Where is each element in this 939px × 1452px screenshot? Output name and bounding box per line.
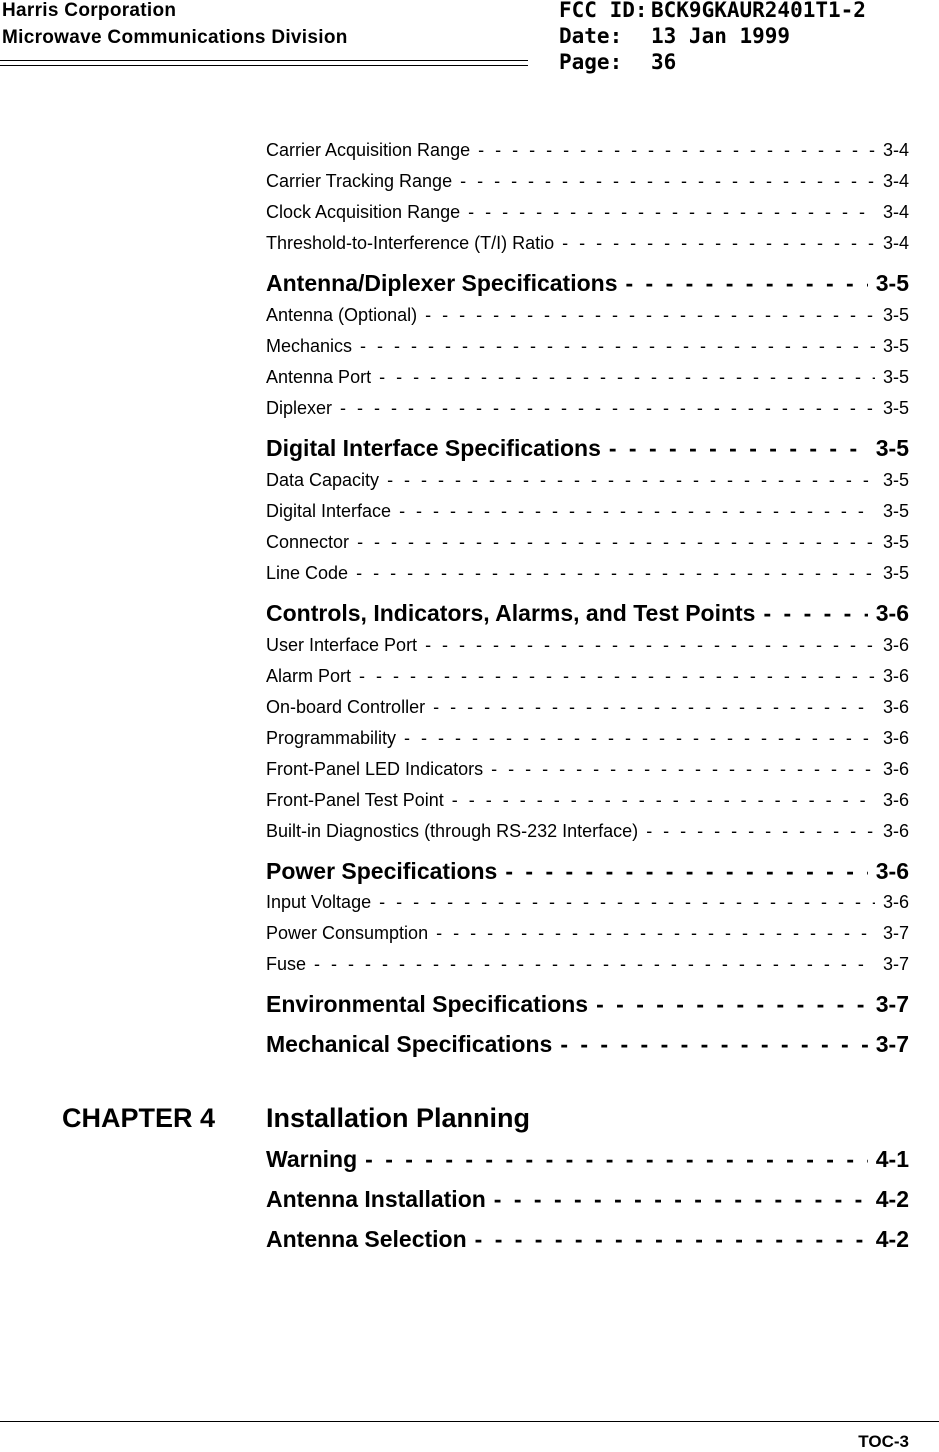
- toc-entry-page: 3-5: [875, 270, 909, 296]
- toc-dot-leader: [475, 1226, 868, 1253]
- toc-dot-leader: [491, 759, 875, 780]
- toc-dot-leader: [356, 563, 875, 584]
- toc-entry[interactable]: [266, 171, 909, 202]
- toc-dot-leader: [365, 1146, 868, 1173]
- toc-entry-title: Input Voltage: [266, 892, 372, 912]
- toc-entry[interactable]: [266, 991, 909, 1031]
- toc-entry-page: 3-5: [882, 501, 909, 521]
- date-label: Date:: [559, 24, 623, 48]
- toc-entry-title: User Interface Port: [266, 635, 418, 655]
- toc-entry-title: Clock Acquisition Range: [266, 202, 461, 222]
- toc-entry-title: Environmental Specifications: [266, 991, 589, 1017]
- toc-dot-leader: [596, 991, 868, 1018]
- toc-entry-page: 3-6: [875, 600, 909, 626]
- toc-entry-page: 3-6: [882, 666, 909, 686]
- toc-entry[interactable]: [266, 600, 909, 640]
- toc-entry-title: Fuse: [266, 954, 307, 974]
- toc-entry-title: Diplexer: [266, 398, 333, 418]
- toc-dot-leader: [763, 600, 867, 627]
- company-name: Harris Corporation: [2, 0, 177, 21]
- toc-entry-title: Built-in Diagnostics (through RS-232 Interface): [266, 821, 639, 841]
- toc-entry[interactable]: [266, 790, 909, 821]
- toc-entry[interactable]: [266, 532, 909, 563]
- toc-entry[interactable]: [266, 1226, 909, 1266]
- toc-entry-title: Power Specifications: [266, 858, 498, 884]
- toc-entry-title: Mechanics: [266, 336, 353, 356]
- toc-dot-leader: [379, 367, 875, 388]
- toc-entry-title: Front-Panel LED Indicators: [266, 759, 484, 779]
- chapter-title: Installation Planning: [266, 1103, 531, 1133]
- toc-dot-leader: [609, 435, 868, 462]
- toc-entry[interactable]: [266, 666, 909, 697]
- toc-entry[interactable]: [266, 1031, 909, 1071]
- toc-entry[interactable]: [266, 501, 909, 532]
- toc-dot-leader: [340, 398, 875, 419]
- toc-dot-leader: [425, 305, 875, 326]
- toc-entry-page: 3-6: [882, 728, 909, 748]
- toc-entry-page: 4-1: [875, 1146, 909, 1172]
- toc-entry-title: Data Capacity: [266, 470, 380, 490]
- toc-entry-page: 3-5: [882, 398, 909, 418]
- toc-entry-title: Antenna Selection: [266, 1226, 467, 1252]
- toc-entry-title: Threshold-to-Interference (T/I) Ratio: [266, 233, 555, 253]
- toc-entry[interactable]: [266, 954, 909, 985]
- page-value: 36: [651, 50, 677, 74]
- toc-entry-title: Antenna Port: [266, 367, 372, 387]
- toc-entry-title: Antenna/Diplexer Specifications: [266, 270, 618, 296]
- toc-entry[interactable]: [266, 305, 909, 336]
- toc-entry[interactable]: [266, 470, 909, 501]
- toc-entry-page: 3-5: [882, 336, 909, 356]
- toc-entry[interactable]: [266, 202, 909, 233]
- toc-entry-page: 4-2: [875, 1186, 909, 1212]
- toc-dot-leader: [425, 635, 875, 656]
- toc-entry[interactable]: [266, 821, 909, 852]
- toc-entry-page: 3-6: [882, 892, 909, 912]
- toc-entry[interactable]: [266, 728, 909, 759]
- toc-dot-leader: [387, 470, 875, 491]
- page-label: Page:: [559, 50, 623, 74]
- toc-entry-page: 3-7: [875, 1031, 909, 1057]
- toc-dot-leader: [404, 728, 875, 749]
- date-value: 13 Jan 1999: [651, 24, 791, 48]
- toc-entry-title: Line Code: [266, 563, 349, 583]
- toc-dot-leader: [560, 1031, 867, 1058]
- toc-entry-title: Warning: [266, 1146, 358, 1172]
- toc-dot-leader: [505, 858, 867, 885]
- toc-entry-page: 4-2: [875, 1226, 909, 1252]
- footer-page-id: TOC-3: [858, 1432, 909, 1451]
- toc-entry[interactable]: [266, 336, 909, 367]
- toc-entry-title: Antenna Installation: [266, 1186, 486, 1212]
- toc-entry[interactable]: [266, 367, 909, 398]
- toc-entry-page: 3-5: [882, 563, 909, 583]
- toc-entry-page: 3-5: [882, 367, 909, 387]
- toc-entry-title: Front-Panel Test Point: [266, 790, 444, 810]
- toc-entry-page: 3-4: [882, 202, 909, 222]
- toc-entry[interactable]: [266, 1186, 909, 1226]
- toc-entry-title: Controls, Indicators, Alarms, and Test Points: [266, 600, 756, 626]
- toc-entry-title: Digital Interface: [266, 501, 392, 521]
- toc-entry-page: 3-6: [882, 759, 909, 779]
- toc-entry-title: Carrier Acquisition Range: [266, 140, 471, 160]
- toc-dot-leader: [359, 666, 875, 687]
- toc-dot-leader: [433, 697, 875, 718]
- toc-entry-title: Digital Interface Specifications: [266, 435, 601, 461]
- toc-dot-leader: [468, 202, 875, 223]
- toc-entry-page: 3-6: [882, 821, 909, 841]
- toc-entry-title: Antenna (Optional): [266, 305, 418, 325]
- toc-dot-leader: [399, 501, 875, 522]
- toc-entry-title: Alarm Port: [266, 666, 352, 686]
- toc-entry[interactable]: [266, 563, 909, 594]
- toc-entry-page: 3-5: [882, 305, 909, 325]
- toc-entry[interactable]: [266, 923, 909, 954]
- toc-entry[interactable]: [266, 435, 909, 475]
- toc-dot-leader: [460, 171, 875, 192]
- toc-dot-leader: [452, 790, 875, 811]
- toc-entry-page: 3-7: [882, 954, 909, 974]
- toc-entry[interactable]: [266, 1146, 909, 1186]
- toc-entry-page: 3-6: [882, 790, 909, 810]
- toc-entry[interactable]: [266, 233, 909, 264]
- toc-entry-page: 3-7: [882, 923, 909, 943]
- toc-dot-leader: [646, 821, 875, 842]
- division-name: Microwave Communications Division: [2, 27, 348, 48]
- toc-entry[interactable]: [266, 697, 909, 728]
- toc-entry-page: 3-4: [882, 140, 909, 160]
- toc-dot-leader: [436, 923, 875, 944]
- toc-entry-title: Connector: [266, 532, 350, 552]
- toc-dot-leader: [379, 892, 875, 913]
- toc-dot-leader: [625, 270, 867, 297]
- toc-entry-page: 3-6: [875, 858, 909, 884]
- toc-entry[interactable]: [266, 759, 909, 790]
- toc-entry-page: 3-7: [875, 991, 909, 1017]
- footer-rule: [0, 1421, 939, 1422]
- toc-entry[interactable]: [266, 270, 909, 310]
- fcc-label: FCC ID:: [559, 0, 648, 22]
- toc-dot-leader: [494, 1186, 868, 1213]
- toc-dot-leader: [314, 954, 875, 975]
- toc-entry-page: 3-4: [882, 171, 909, 191]
- toc-dot-leader: [360, 336, 875, 357]
- toc-entry-title: Mechanical Specifications: [266, 1031, 553, 1057]
- toc-entry-title: Programmability: [266, 728, 397, 748]
- toc-entry[interactable]: [266, 398, 909, 429]
- toc-entry-page: 3-4: [882, 233, 909, 253]
- toc-entry-page: 3-5: [882, 470, 909, 490]
- toc-entry[interactable]: [266, 635, 909, 666]
- toc-entry-page: 3-6: [882, 635, 909, 655]
- toc-dot-leader: [357, 532, 875, 553]
- toc-entry-title: Power Consumption: [266, 923, 429, 943]
- toc-entry-page: 3-6: [882, 697, 909, 717]
- fcc-value: BCK9GKAUR2401T1-2: [651, 0, 866, 22]
- toc-dot-leader: [478, 140, 875, 161]
- toc-dot-leader: [562, 233, 875, 254]
- toc-entry[interactable]: [266, 140, 909, 171]
- chapter-label: CHAPTER 4: [62, 1103, 216, 1133]
- toc-entry-page: 3-5: [875, 435, 909, 461]
- toc-entry-title: On-board Controller: [266, 697, 426, 717]
- toc-entry-page: 3-5: [882, 532, 909, 552]
- toc-entry-title: Carrier Tracking Range: [266, 171, 453, 191]
- toc-entry[interactable]: [266, 892, 909, 923]
